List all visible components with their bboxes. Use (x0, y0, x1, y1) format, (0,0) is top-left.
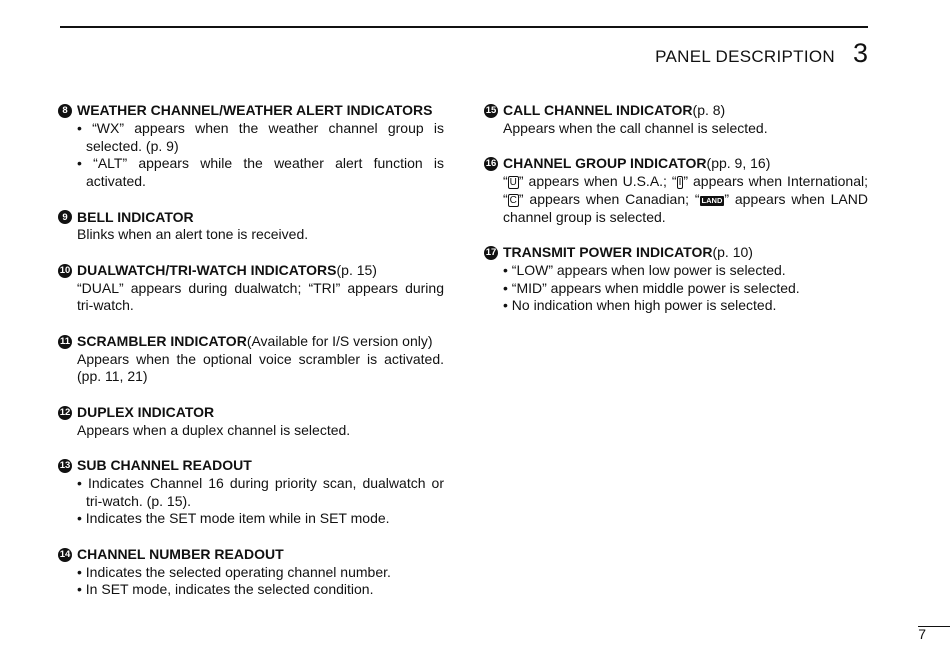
section-call-channel-indicator (484, 102, 868, 138)
bullet-item: • Indicates the SET mode item while in SET mode. (77, 510, 390, 527)
section-heading: TRANSMIT POWER INDICATOR (503, 243, 713, 260)
page-reference: (p. 10) (712, 243, 753, 260)
section-body (503, 173, 868, 226)
text-fragment: ” appears when LAND channel group is selected. (503, 190, 868, 225)
bullet-item: • “LOW” appears when low power is selected. (503, 261, 786, 278)
text-fragment: ” appears when U.S.A.; “ (518, 172, 677, 189)
number-13-icon: 13 (59, 460, 71, 472)
number-15-icon: 15 (485, 105, 497, 117)
page-header (655, 38, 868, 69)
land-channel-icon: LAND (701, 195, 723, 205)
usa-channel-icon: U (509, 176, 517, 188)
section-bell-indicator (58, 209, 444, 245)
right-column (484, 102, 868, 333)
bullet-item: • Indicates the selected operating channel number. (77, 563, 391, 580)
number-8-icon: 8 (58, 104, 72, 118)
number-16-icon: 16 (485, 158, 497, 170)
bullet-item: • Indicates Channel 16 during priority scan, dualwatch or tri-watch. (p. 15). (77, 474, 444, 509)
section-heading: CALL CHANNEL INDICATOR (503, 102, 693, 118)
bullet-item: • “WX” appears when the weather channel group is selected. (p. 9) (77, 119, 444, 154)
number-11-icon: 11 (59, 335, 71, 347)
section-heading: CHANNEL NUMBER READOUT (77, 545, 284, 562)
section-body: Appears when the optional voice scrambler is activated. (pp. 11, 21) (77, 350, 444, 385)
section-weather-indicators (58, 102, 444, 191)
section-title: PANEL DESCRIPTION (655, 47, 835, 66)
canadian-channel-icon: C (509, 194, 517, 206)
page-reference: (pp. 9, 16) (706, 155, 771, 172)
bullet-item: • In SET mode, indicates the selected condition. (77, 581, 374, 598)
page-reference: (p. 8) (692, 102, 726, 118)
section-heading: CHANNEL GROUP INDICATOR (503, 155, 707, 172)
page-number: 7 (918, 626, 926, 642)
number-17-icon: 17 (485, 247, 497, 259)
bullet-item: • “ALT” appears while the weather alert function is activated. (77, 155, 444, 190)
number-10-icon: 10 (59, 264, 71, 276)
section-body: “DUAL” appears during dualwatch; “TRI” appears during tri-watch. (77, 279, 444, 314)
section-body: Appears when the call channel is selected. (503, 119, 768, 136)
international-channel-icon: I (678, 176, 682, 188)
section-scrambler-indicator (58, 333, 444, 386)
text-fragment: “ (503, 172, 508, 189)
section-heading: SCRAMBLER INDICATOR (77, 332, 247, 349)
section-heading: SUB CHANNEL READOUT (77, 456, 252, 473)
text-fragment: ” appears when Canadian; “ (518, 190, 700, 207)
section-body: Blinks when an alert tone is received. (77, 226, 309, 243)
number-12-icon: 12 (59, 406, 71, 418)
section-channel-group-indicator (484, 155, 868, 226)
bullet-item: • No indication when high power is selected. (503, 297, 777, 314)
section-channel-number-readout (58, 546, 444, 599)
left-column (58, 102, 444, 617)
section-sub-channel-readout (58, 457, 444, 528)
page-reference: (p. 15) (336, 261, 377, 278)
text-fragment: ” appears when International; “ (503, 172, 868, 207)
section-heading: DUALWATCH/TRI-WATCH INDICATORS (77, 261, 337, 278)
page-reference: (Available for I/S version only) (246, 332, 433, 349)
section-duplex-indicator (58, 404, 444, 440)
section-heading: BELL INDICATOR (77, 208, 194, 225)
number-14-icon: 14 (59, 548, 71, 560)
chapter-number: 3 (852, 38, 868, 68)
section-dualwatch-indicators (58, 262, 444, 315)
section-heading: DUPLEX INDICATOR (77, 403, 215, 420)
section-transmit-power-indicator (484, 244, 868, 315)
bullet-item: • “MID” appears when middle power is selected. (503, 279, 800, 296)
top-rule (60, 26, 868, 28)
number-9-icon: 9 (58, 210, 72, 224)
section-heading: WEATHER CHANNEL/WEATHER ALERT INDICATORS (77, 102, 433, 118)
section-body: Appears when a duplex channel is selected. (77, 421, 351, 438)
